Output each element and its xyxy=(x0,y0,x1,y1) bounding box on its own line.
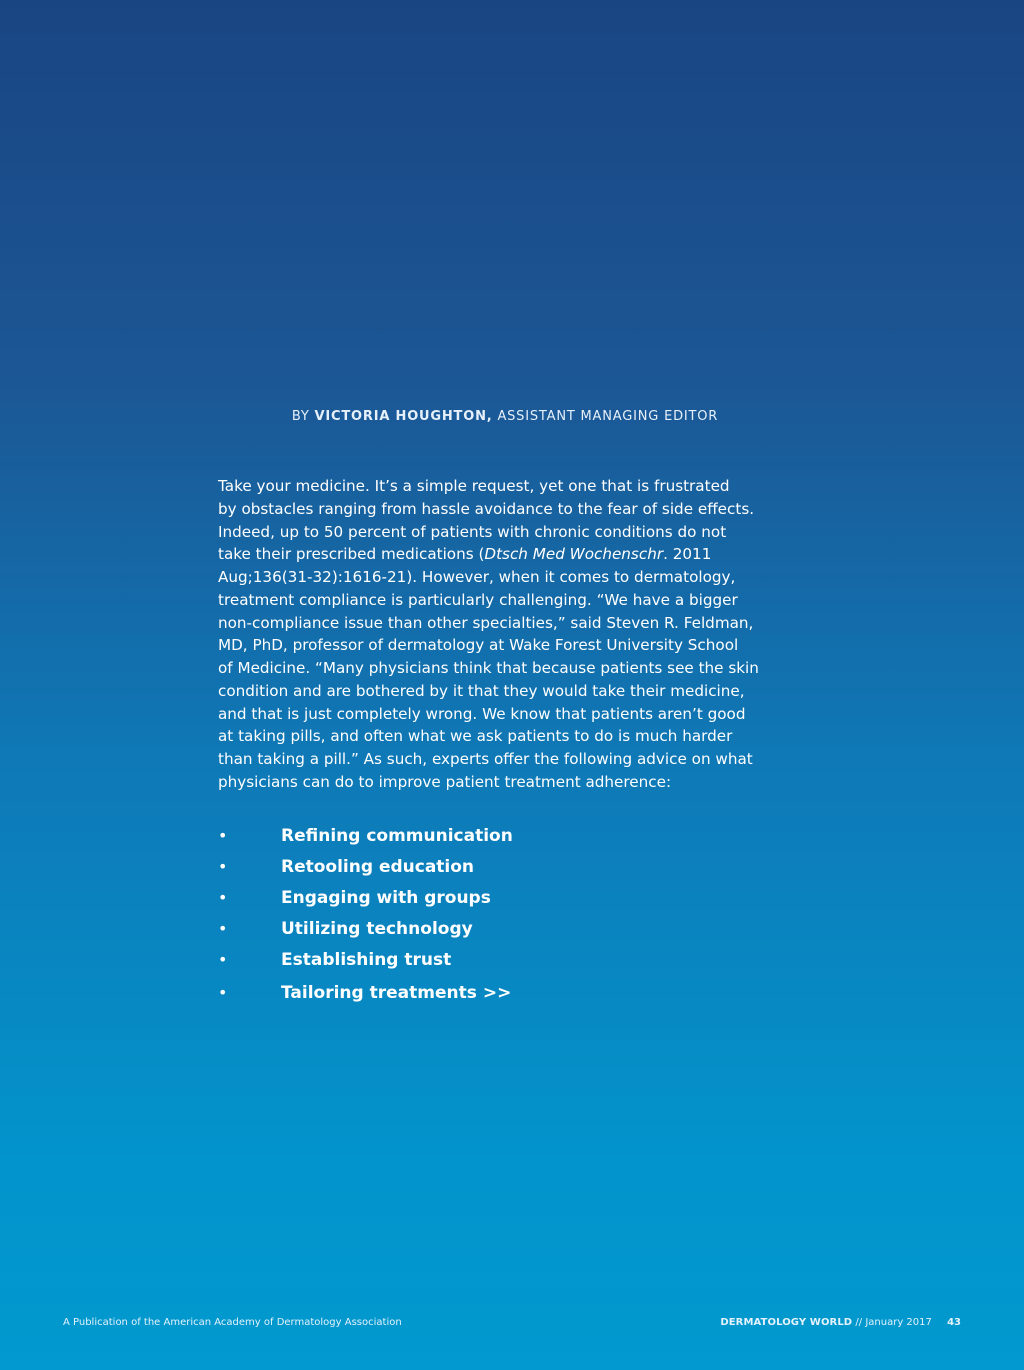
article-line: Aug;136(31-32):1616-21). However, when it comes to dermatology, xyxy=(218,568,736,586)
magazine-name: DERMATOLOGY WORLD xyxy=(720,1317,853,1328)
article-line: of Medicine. “Many physicians think that because patients see the skin xyxy=(218,659,759,677)
article-line-citation xyxy=(218,543,778,566)
article-line: at taking pills, and often what we ask patients to do is much harder xyxy=(218,727,733,746)
folio xyxy=(720,1317,961,1328)
article-line: non-compliance issue than other specialties,” said Steven R. Feldman, xyxy=(218,613,754,632)
page-number: 43 xyxy=(947,1317,961,1328)
article-body xyxy=(218,475,778,794)
article-line: by obstacles ranging from hassle avoidance to the fear of side effects. xyxy=(218,499,755,518)
bullet-marker: • xyxy=(218,857,228,876)
byline xyxy=(0,409,1010,424)
list-item-label: Engaging with groups xyxy=(281,888,491,908)
issue-date: January 2017 xyxy=(865,1317,932,1328)
article-line: condition and are bothered by it that they would take their medicine, xyxy=(218,681,745,700)
folio-separator: // xyxy=(855,1317,863,1328)
byline-prefix: BY xyxy=(291,409,310,424)
byline-author: VICTORIA HOUGHTON, xyxy=(314,409,493,424)
article-line: than taking a pill.” As such, experts offer the following advice on what xyxy=(218,750,753,768)
article-line: Indeed, up to 50 percent of patients with chronic conditions do not xyxy=(218,522,727,541)
list-item-label: Tailoring treatments xyxy=(281,983,477,1003)
list-item-label: Establishing trust xyxy=(281,950,452,970)
publisher-credit: A Publication of the American Academy of Dermatology Association xyxy=(63,1317,402,1328)
continue-arrow: >> xyxy=(482,983,512,1003)
article-line: and that is just completely wrong. We know that patients aren’t good xyxy=(218,704,746,723)
article-line: MD, PhD, professor of dermatology at Wake Forest University School xyxy=(218,636,739,655)
bullet-marker: • xyxy=(218,983,228,1002)
list-item-label-wrap xyxy=(281,980,511,1006)
list-item-label: Refining communication xyxy=(281,826,513,846)
list-item-label: Retooling education xyxy=(281,857,475,877)
bullet-marker: • xyxy=(218,888,228,907)
citation-journal: Dtsch Med Wochenschr xyxy=(484,545,664,564)
list-item-label: Utilizing technology xyxy=(281,919,473,939)
bullet-marker: • xyxy=(218,950,228,969)
citation-year: . 2011 xyxy=(663,545,712,564)
byline-role: ASSISTANT MANAGING EDITOR xyxy=(497,409,719,424)
article-line: physicians can do to improve patient treatment adherence: xyxy=(218,772,672,791)
bullet-marker: • xyxy=(218,826,228,845)
article-line: treatment compliance is particularly challenging. “We have a bigger xyxy=(218,590,738,609)
article-line-text: take their prescribed medications ( xyxy=(218,545,485,564)
article-line: Take your medicine. It’s a simple request, yet one that is frustrated xyxy=(218,477,730,495)
bullet-marker: • xyxy=(218,919,228,938)
